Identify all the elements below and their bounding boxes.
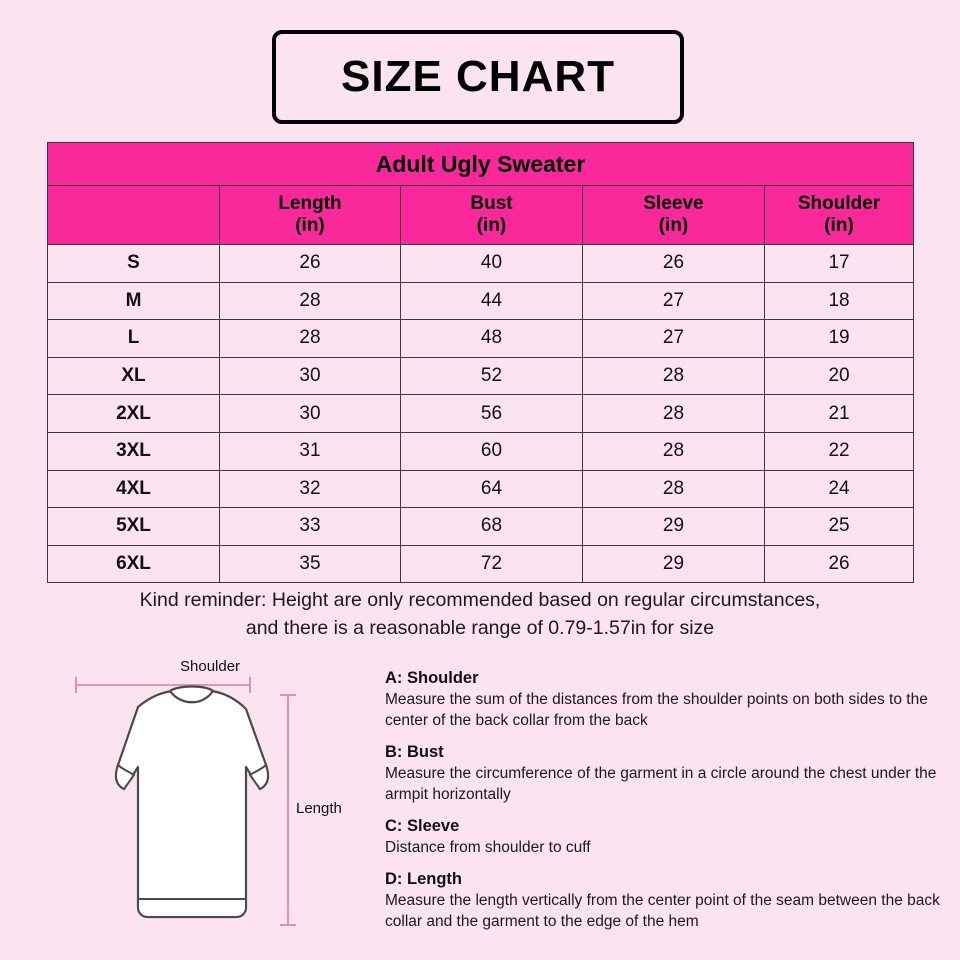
table-caption-row: [48, 143, 914, 186]
cell-bust: 56: [401, 395, 583, 433]
column-header-sleeve-unit: (in): [658, 215, 689, 236]
column-header-shoulder-unit: (in): [824, 215, 854, 236]
cell-shoulder: 26: [765, 545, 914, 583]
column-header-bust-name: Bust: [470, 193, 513, 215]
cell-length: 28: [220, 282, 401, 320]
measurement-head-bust: B: Bust: [385, 742, 444, 761]
column-header-length-unit: (in): [295, 215, 325, 236]
page-title: [272, 30, 684, 124]
kind-reminder-line-2: and there is a reasonable range of 0.79-1.57in for size: [245, 617, 715, 640]
cell-sleeve: 28: [583, 395, 765, 433]
cell-shoulder: 19: [765, 320, 914, 358]
garment-diagram: [60, 655, 360, 955]
cell-size: M: [48, 282, 220, 320]
size-chart-table-wrap: [47, 142, 913, 583]
cell-size: 3XL: [48, 432, 220, 470]
page-title-text: SIZE CHART: [341, 52, 615, 101]
cell-bust: 68: [401, 508, 583, 546]
table-row: [48, 282, 914, 320]
measurement-item-sleeve: [385, 817, 945, 859]
column-header-length-name: Length: [278, 193, 342, 215]
cell-sleeve: 28: [583, 470, 765, 508]
measurement-descriptions: [385, 669, 945, 943]
cell-sleeve: 27: [583, 320, 765, 358]
table-caption: Adult Ugly Sweater: [48, 143, 914, 186]
cell-sleeve: 26: [583, 245, 765, 283]
table-header-row: [48, 186, 914, 245]
measurement-head-length: D: Length: [385, 869, 462, 888]
cell-shoulder: 21: [765, 395, 914, 433]
cell-shoulder: 17: [765, 245, 914, 283]
kind-reminder: [0, 586, 960, 643]
cell-sleeve: 28: [583, 432, 765, 470]
column-header-shoulder: [765, 186, 914, 245]
cell-size: 4XL: [48, 470, 220, 508]
measurement-guide: [0, 655, 960, 960]
cell-bust: 60: [401, 432, 583, 470]
cell-length: 33: [220, 508, 401, 546]
table-row: [48, 245, 914, 283]
sweater-icon: [60, 655, 360, 955]
measurement-item-length: [385, 870, 945, 933]
cell-length: 28: [220, 320, 401, 358]
table-row: [48, 470, 914, 508]
column-header-sleeve: [583, 186, 765, 245]
cell-bust: 64: [401, 470, 583, 508]
measurement-body-sleeve: Distance from shoulder to cuff: [385, 838, 591, 856]
table-row: [48, 395, 914, 433]
measurement-item-bust: [385, 743, 945, 806]
column-header-bust: [401, 186, 583, 245]
measurement-item-shoulder: [385, 669, 945, 732]
measurement-head-shoulder: A: Shoulder: [385, 669, 479, 687]
cell-size: 6XL: [48, 545, 220, 583]
cell-bust: 52: [401, 357, 583, 395]
kind-reminder-line-1: Kind reminder: Height are only recommended based on regular circumstances,: [139, 589, 821, 611]
shoulder-dimension-label: Shoulder: [180, 658, 241, 675]
cell-bust: 40: [401, 245, 583, 283]
table-row: [48, 545, 914, 583]
cell-size: L: [48, 320, 220, 358]
table-row: [48, 357, 914, 395]
table-row: [48, 508, 914, 546]
cell-length: 26: [220, 245, 401, 283]
cell-bust: 48: [401, 320, 583, 358]
cell-sleeve: 27: [583, 282, 765, 320]
table-row: [48, 320, 914, 358]
cell-length: 32: [220, 470, 401, 508]
cell-length: 30: [220, 357, 401, 395]
cell-shoulder: 20: [765, 357, 914, 395]
column-header-size: [48, 186, 220, 245]
cell-length: 31: [220, 432, 401, 470]
measurement-body-shoulder: Measure the sum of the distances from the shoulder points on both sides to the center of the back collar from the back: [385, 691, 928, 729]
cell-sleeve: 28: [583, 357, 765, 395]
cell-size: S: [48, 245, 220, 283]
measurement-body-length: Measure the length vertically from the center point of the seam between the back collar and the garment to the edge of the hem: [385, 891, 940, 930]
cell-size: 2XL: [48, 395, 220, 433]
cell-bust: 72: [401, 545, 583, 583]
length-dimension-label: Length: [296, 800, 342, 817]
cell-sleeve: 29: [583, 545, 765, 583]
size-chart-table: [47, 142, 914, 583]
cell-shoulder: 18: [765, 282, 914, 320]
cell-shoulder: 22: [765, 432, 914, 470]
cell-shoulder: 25: [765, 508, 914, 546]
cell-shoulder: 24: [765, 470, 914, 508]
column-header-shoulder-name: Shoulder: [797, 193, 881, 215]
cell-size: 5XL: [48, 508, 220, 546]
column-header-sleeve-name: Sleeve: [643, 193, 704, 215]
cell-size: XL: [48, 357, 220, 395]
measurement-body-bust: Measure the circumference of the garment in a circle around the chest under the armpit horizontally: [385, 764, 937, 803]
cell-length: 35: [220, 545, 401, 583]
cell-bust: 44: [401, 282, 583, 320]
column-header-bust-unit: (in): [476, 215, 507, 236]
measurement-head-sleeve: C: Sleeve: [385, 816, 460, 835]
column-header-length: [220, 186, 401, 245]
cell-sleeve: 29: [583, 508, 765, 546]
cell-length: 30: [220, 395, 401, 433]
table-row: [48, 432, 914, 470]
